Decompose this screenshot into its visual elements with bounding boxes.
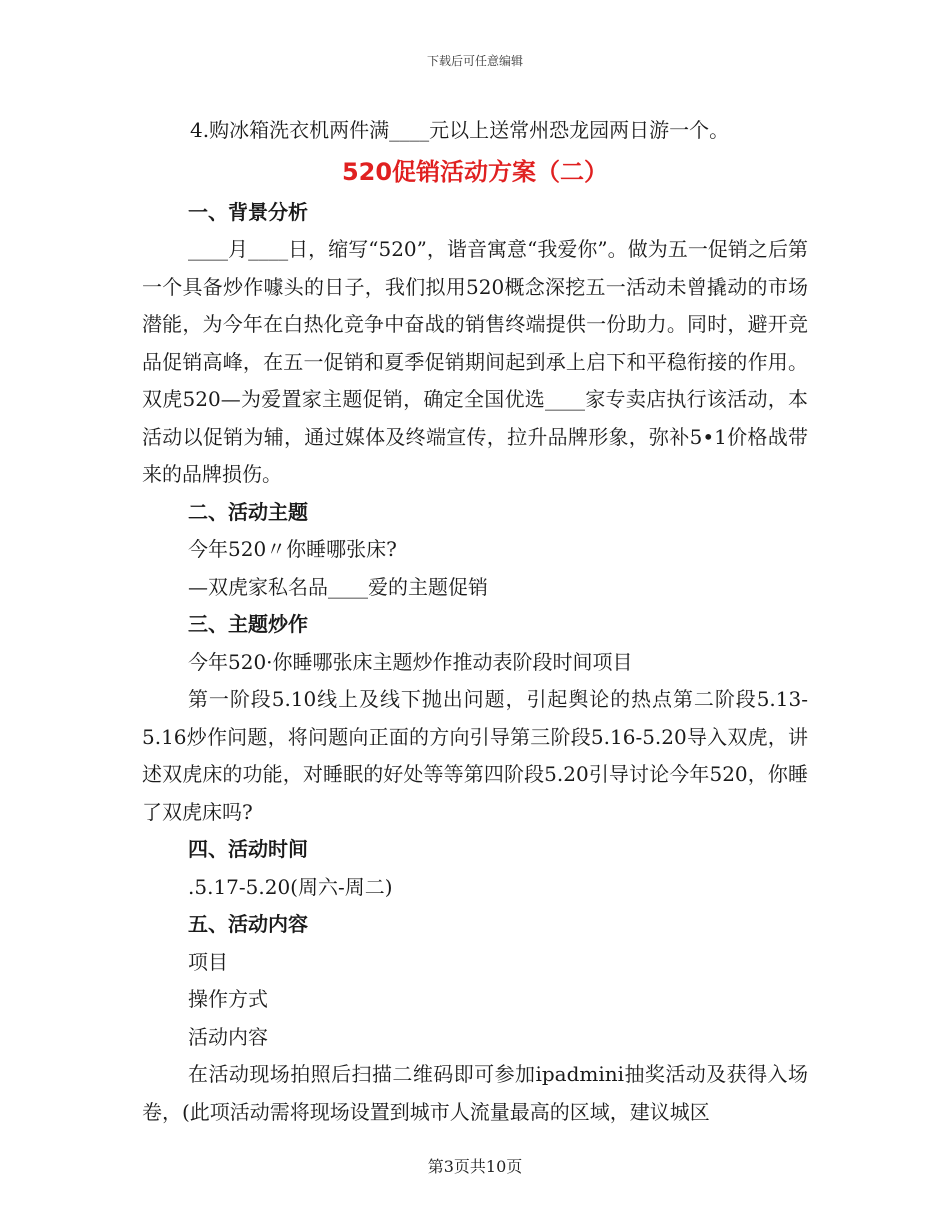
content-paragraph: 在活动现场拍照后扫描二维码即可参加ipadmini抽奖活动及获得入场卷，(此项活动需将现场设置到城市人流量最高的区域，建议城区: [142, 1062, 808, 1124]
section-heading-background: 一、背景分析: [188, 199, 308, 224]
section-heading-hype: 三、主题炒作: [188, 612, 308, 636]
intro-line: 4.购冰箱洗衣机两件满____元以上送常州恐龙园两日游一个。: [190, 118, 730, 142]
hype-paragraph: 第一阶段5.10线上及线下抛出问题，引起舆论的热点第二阶段5.13-5.16炒作问题，将问题向正面的方向引导第三阶段5.16-5.20导入双虎，讲述双虎床的功能，对睡眠的好处等等第四阶段5.20引导讨论今年520，你睡了双虎床吗?: [142, 687, 808, 824]
page-header: 下载后可任意编辑: [426, 54, 523, 68]
document-body: [142, 112, 808, 1131]
time-line: .5.17-5.20(周六-周二): [188, 874, 393, 899]
hype-line-1: 今年520·你睡哪张床主题炒作推动表阶段时间项目: [188, 649, 633, 674]
page-footer: 第3页共10页: [427, 1157, 523, 1176]
background-paragraph: ____月____日，缩写“520”，谐音寓意“我爱你”。做为五一促销之后第一个具备炒作噱头的日子，我们拟用520概念深挖五一活动未曾撬动的市场潜能，为今年在白热化竞争中奋战的销售终端提供一份助力。同时，避开竞品促销高峰，在五一促销和夏季促销期间起到承上启下和平稳衔接的作用。双虎520—为爱置家主题促销，确定全国优选____家专卖店执行该活动，本活动以促销为辅，通过媒体及终端宣传，拉升品牌形象，弥补5•1价格战带来的品牌损伤。: [142, 237, 808, 486]
content-item-method: 操作方式: [188, 987, 268, 1011]
content-item-project: 项目: [188, 949, 228, 974]
section-heading-time: 四、活动时间: [188, 837, 308, 861]
section-heading-theme: 二、活动主题: [188, 499, 308, 524]
document-title: 520促销活动方案（二）: [341, 157, 609, 186]
theme-line-1: 今年520〃你睡哪张床?: [188, 537, 397, 561]
section-heading-content: 五、活动内容: [188, 912, 308, 936]
content-item-activity: 活动内容: [188, 1024, 268, 1049]
theme-line-2: —双虎家私名品____爱的主题促销: [188, 574, 488, 599]
